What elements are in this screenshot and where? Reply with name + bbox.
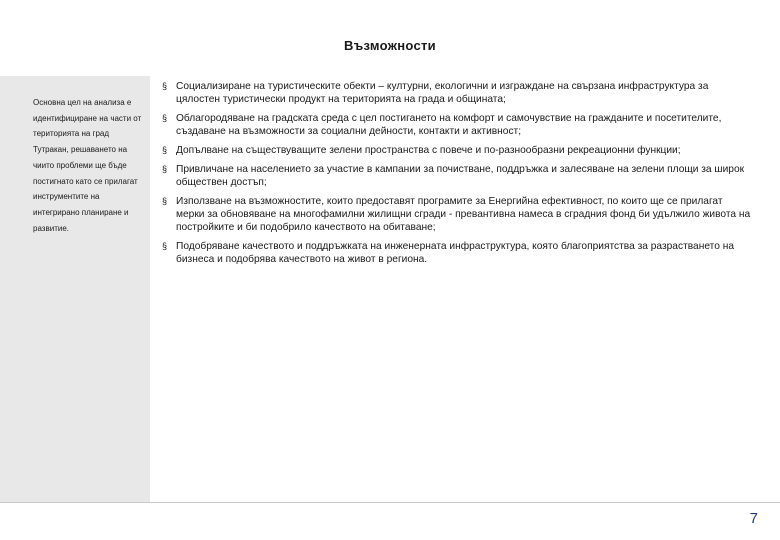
bullet-marker: §	[162, 145, 168, 155]
bullet-marker: §	[162, 241, 168, 251]
bullet-marker: §	[162, 81, 168, 91]
bullet-marker: §	[162, 164, 168, 174]
list-item	[162, 163, 752, 189]
bullet-marker: §	[162, 196, 168, 206]
bullet-text: Облагородяване на градската среда с цел постигането на комфорт и самочувствие на гражданите и посетителите, създаване на възможности за социални дейности, контакти и активност;	[176, 113, 722, 137]
bullet-list-area	[162, 80, 752, 272]
page-number: 7	[749, 510, 758, 527]
list-item	[162, 112, 752, 138]
bullet-list	[162, 80, 752, 266]
slide-title: Възможности	[344, 38, 436, 53]
bottom-divider	[0, 502, 780, 503]
bullet-text: Социализиране на туристическите обекти – културни, екологични и изграждане на свързана инфраструктура за цялостен туристически продукт на територията на града и общината;	[176, 81, 709, 105]
bullet-text: Привличане на населението за участие в кампании за почистване, поддръжка и залесяване на зелени площи за широк обществен достъп;	[176, 164, 745, 188]
list-item	[162, 240, 752, 266]
bullet-marker: §	[162, 113, 168, 123]
list-item	[162, 80, 752, 106]
sidebar-text: Основна цел на анализа е идентифициране на части от територията на град Тутракан, решаването на чиито проблеми ще бъде постигнато като се прилагат инструментите на интегрирано планиране и развитие.	[33, 98, 142, 233]
list-item	[162, 144, 752, 157]
bullet-text: Подобряване качеството и поддръжката на инженерната инфраструктура, която благоприятства за разрастването на бизнеса и подобрява качеството на живот в региона.	[176, 241, 734, 265]
list-item	[162, 195, 752, 234]
bullet-text: Допълване на съществуващите зелени пространства с повече и по-разнообразни рекреационни функции;	[176, 145, 681, 156]
bullet-text: Използване на възможностите, които предоставят програмите за Енергийна ефективност, по които ще се прилагат мерки за обновяване на многофамилни жилищни сгради - превантивна намеса в сградния фонд би удължило живота на постройките и би подобрило качеството на обитаване;	[176, 196, 751, 233]
